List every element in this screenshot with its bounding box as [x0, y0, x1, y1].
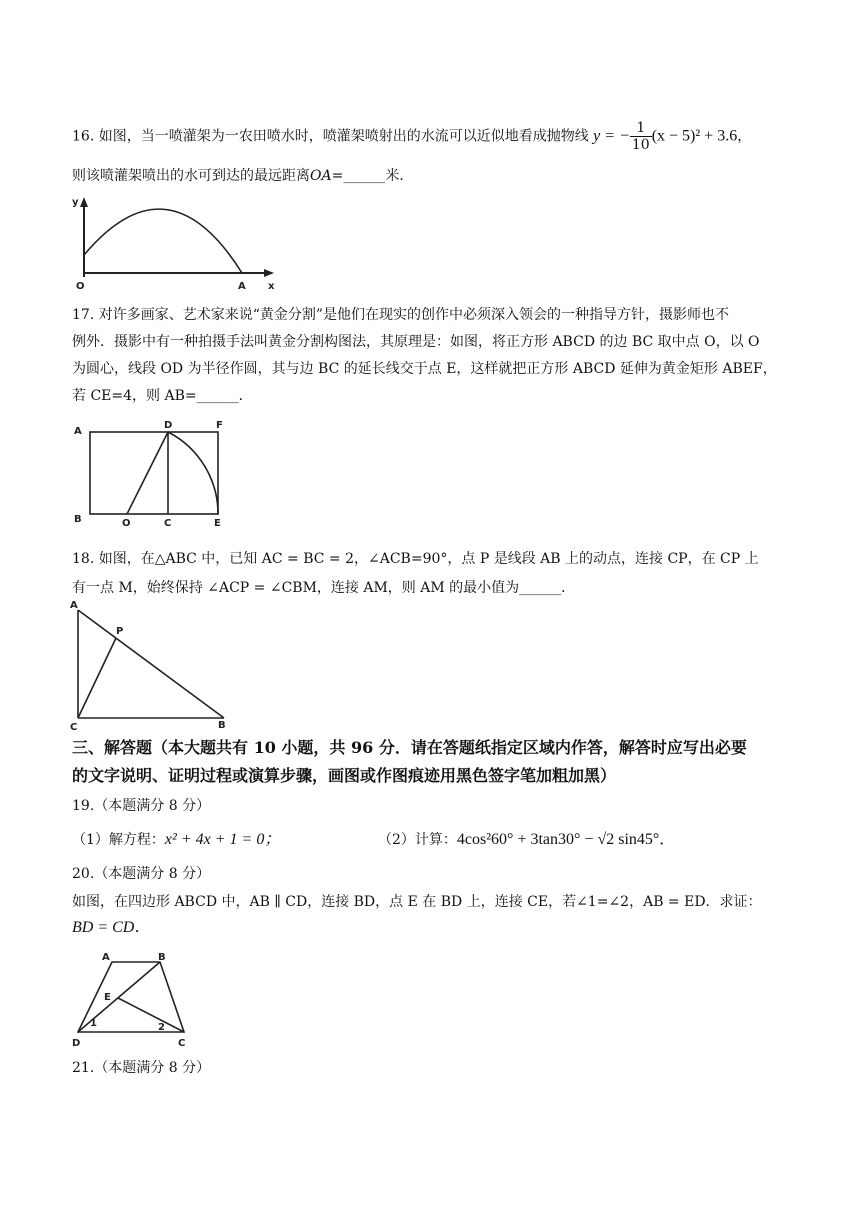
label-e: E: [104, 992, 111, 1003]
q18-figure: [68, 598, 238, 732]
q17-line1: 17. 对许多画家、艺术家来说“黄金分割”是他们在现实的创作中必须深入领会的一种指导方针，摄影师也不: [72, 307, 730, 323]
label-a: A: [70, 600, 78, 611]
q16-line2: 则该喷灌架喷出的水可到达的最远距离OA=______米．: [72, 168, 414, 184]
label-angle-1: 1: [90, 1018, 97, 1029]
q17-figure: [70, 418, 240, 528]
q17-line3: 为圆心，线段 OD 为半径作圆，其与边 BC 的延长线交于点 E，这样就把正方形 ABCD 延伸为黄金矩形 ABEF，: [72, 361, 777, 377]
label-b: B: [218, 720, 226, 731]
label-a: A: [102, 952, 110, 963]
label-c: C: [164, 518, 172, 528]
label-o: O: [76, 281, 85, 290]
q18-line1: 18. 如图，在△ABC 中，已知 AC = BC = 2，∠ACB=90°，点 P 是线段 AB 上的动点，连接 CP，在 CP 上: [72, 551, 759, 567]
q19-part1: （1）解方程：x² + 4x + 1 = 0；: [72, 831, 281, 848]
q16-figure: [70, 195, 280, 290]
rectangle-abef: [90, 432, 218, 514]
segment-cp: [78, 638, 116, 718]
label-b: B: [74, 514, 82, 525]
q17-line4: 若 CE=4，则 AB=______．: [72, 388, 253, 404]
side-ab: [78, 610, 224, 718]
q20-figure: [68, 950, 198, 1050]
label-y: y: [72, 197, 79, 208]
arc-de: [168, 432, 218, 514]
segment-od: [127, 432, 168, 514]
y-arrow: [80, 197, 88, 207]
label-d: D: [72, 1038, 81, 1049]
label-angle-2: 2: [158, 1022, 165, 1033]
q21-header: 21.（本题满分 8 分）: [72, 1060, 211, 1076]
section-3-heading-line2: 的文字说明、证明过程或演算步骤，画图或作图痕迹用黑色签字笔加粗加黑）: [72, 766, 617, 785]
section-3-heading-line1: 三、解答题（本大题共有 10 小题，共 96 分．请在答题纸指定区域内作答，解答时应写出必要: [72, 738, 747, 757]
label-e: E: [214, 518, 221, 528]
label-a: A: [74, 426, 82, 437]
parabola: [84, 209, 242, 273]
label-p: P: [116, 626, 124, 637]
label-o: O: [122, 518, 131, 528]
fraction: $\frac{1}{10}$: [631, 120, 650, 153]
label-d: D: [164, 420, 173, 431]
x-arrow: [264, 269, 274, 277]
q20-line1: 如图，在四边形 ABCD 中，AB ∥ CD，连接 BD，点 E 在 BD 上，连接 CE，若∠1=∠2，AB = ED．求证：: [72, 894, 762, 910]
q16-line1: 16. 如图，当一喷灌架为一农田喷水时，喷灌架喷射出的水流可以近似地看成抛物线 y = − $\frac{1}{10}$ (x − 5)² + 3.6，: [72, 120, 752, 153]
label-f: F: [216, 420, 223, 431]
label-a: A: [238, 281, 246, 290]
q19-part2: （2）计算：4cos²60° + 3tan30° − √2 sin45°．: [378, 831, 676, 848]
q17-line2: 例外．摄影中有一种拍摄手法叫黄金分割构图法，其原理是：如图，将正方形 ABCD 的边 BC 取中点 O，以 O: [72, 334, 760, 350]
q20-line2: BD = CD．: [72, 919, 151, 936]
label-c: C: [70, 722, 78, 732]
label-b: B: [158, 952, 166, 963]
label-x: x: [268, 281, 275, 290]
q20-header: 20.（本题满分 8 分）: [72, 866, 211, 882]
q19-header: 19.（本题满分 8 分）: [72, 798, 211, 814]
q18-line2: 有一点 M，始终保持 ∠ACP = ∠CBM，连接 AM，则 AM 的最小值为______．: [72, 580, 576, 596]
label-c: C: [178, 1038, 186, 1049]
